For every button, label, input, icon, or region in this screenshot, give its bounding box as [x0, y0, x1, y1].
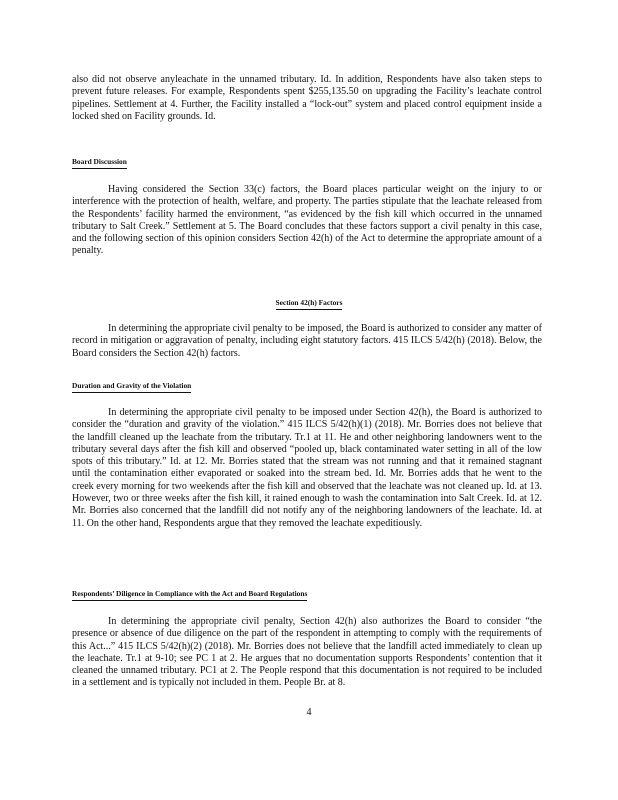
- paragraph-section-33c: Having considered the Section 33(c) factors, the Board places particular weight on the injury to or interference with the protection of health, welfare, and property. The parties stipulate that the leachate released from the Respondents’ facility harmed the environment, “as evidenced by the fish kill which occurred in the unnamed tributary to Salt Creek.” Settlement at 5. The Board concludes that these factors support a civil penalty in this case, and the following section of this opinion considers Section 42(h) of the Act to determine the appropriate amount of a penalty.: [72, 184, 542, 257]
- paragraph-block-1: [72, 74, 542, 123]
- page-number: 4: [306, 707, 312, 718]
- heading-duration-gravity: Duration and Gravity of the Violation: [72, 381, 191, 393]
- paragraph-block-4: [72, 407, 542, 530]
- paragraph-block-5: [72, 616, 542, 690]
- heading-section-42h-factors: [0, 298, 618, 310]
- paragraph-block-2: [72, 184, 542, 258]
- paragraph-due-diligence: In determining the appropriate civil penalty, Section 42(h) also authorizes the Board to consider “the presence or absence of due diligence on the part of the respondent in attempting to comply with the requirements of this Act...” 415 ILCS 5/42(h)(2) (2018). Mr. Borries does not believe that the landfill acted immediately to clean up the leachate. Tr.1 at 9-10; see PC 1 at 2. He argues that no documentation supports Respondents’ contention that it cleaned the unnamed tributary. PC1 at 2. The People respond that this documentation is not required to be included in a settlement and is typically not included in them. People Br. at 8.: [72, 616, 542, 689]
- paragraph-duration-gravity: In determining the appropriate civil penalty to be imposed under Section 42(h), the Board is authorized to consider the “duration and gravity of the violation.” 415 ILCS 5/42(h)(1) (2018). Mr. Borries does not believe that the landfill cleaned up the leachate from the tributary. Tr.1 at 11. He and other neighboring landowners went to the tributary several days after the fish kill and observed “pooled up, black contaminated water setting in all of the low spots of this tributary.” Id. at 12. Mr. Borries stated that the stream was not running and that it remained stagnant until the contamination either evaporated or soaked into the stream bed. Id. Mr. Borries adds that he went to the creek every morning for two weekends after the fish kill and observed that the leachate was not cleaned up. Id. at 13. However, two or three weeks after the fish kill, it rained enough to wash the contamination into Salt Creek. Id. at 12. Mr. Borries also concerned that the landfill did not notify any of the neighboring landowners of the leachate. Id. at 11. On the other hand, Respondents argue that they removed the leachate expeditiously.: [72, 407, 542, 529]
- heading-respondents-diligence: Respondents’ Diligence in Compliance with the Act and Board Regulations: [72, 589, 307, 601]
- heading-section-42h-text: Section 42(h) Factors: [276, 298, 343, 310]
- paragraph-statutory-factors: In determining the appropriate civil penalty to be imposed, the Board is authorized to consider any matter of record in mitigation or aggravation of penalty, including eight statutory factors. 415 ILCS 5/42(h) (2018). Below, the Board considers the Section 42(h) factors.: [72, 323, 542, 359]
- paragraph-block-3: [72, 323, 542, 360]
- heading-board-discussion: Board Discussion: [72, 157, 127, 169]
- paragraph-respondents-remediation: also did not observe anyleachate in the unnamed tributary. Id. In addition, Respondents have also taken steps to prevent future releases. For example, Respondents spent $255,135.50 on upgrading the Facility’s leachate control pipelines. Settlement at 4. Further, the Facility installed a “lock-out” system and placed control equipment inside a locked shed on Facility grounds. Id.: [72, 74, 542, 122]
